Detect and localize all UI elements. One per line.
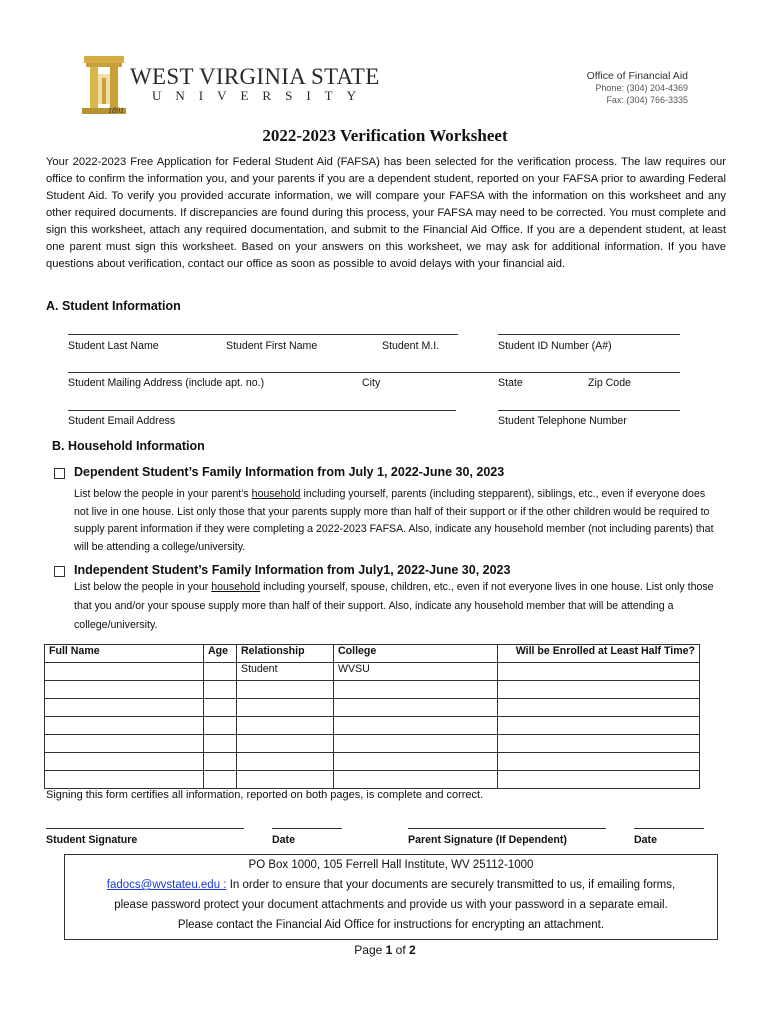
table-cell[interactable] [498, 681, 700, 699]
table-cell[interactable] [237, 681, 334, 699]
certification-statement: Signing this form certifies all information, reported on both pages, is complete and correct. [46, 789, 484, 801]
first-name-label: Student First Name [226, 340, 318, 352]
cell-full-name[interactable] [45, 663, 204, 681]
independent-text-b: including yourself, spouse, children, etc., even if not everyone lives in one house. List only those that you and/or your spouse supply more than half of their support. Also, indicate any household member that will be attending a college/university. [74, 581, 714, 631]
table-row [45, 735, 700, 753]
student-signature-label: Student Signature [46, 834, 138, 846]
table-cell[interactable] [498, 735, 700, 753]
cell-half-time[interactable] [498, 663, 700, 681]
mi-label: Student M.I. [382, 340, 440, 352]
founding-year: 1891 [108, 106, 124, 115]
page-total: 2 [409, 943, 416, 957]
page-title: 2022-2023 Verification Worksheet [262, 126, 508, 145]
encryption-instructions: Please contact the Financial Aid Office for instructions for encrypting an attachment. [177, 919, 605, 931]
header-relationship: Relationship [237, 645, 334, 663]
table-row [45, 681, 700, 699]
table-cell[interactable] [204, 681, 237, 699]
table-cell[interactable] [237, 753, 334, 771]
dependent-text-b: including yourself, parents (including stepparent), siblings, etc., even if everyone does not live in one house. List only those that your parents supply more than half of their support or if the other children would be required to supply parent information if they were completing a 2022-2023 FAFSA. Also, indicate any household member (not including parents) that will be attending a college/university. [74, 488, 714, 553]
table-cell[interactable] [204, 753, 237, 771]
cell-age[interactable] [204, 663, 237, 681]
independent-checkbox[interactable] [54, 566, 65, 577]
table-cell[interactable] [45, 735, 204, 753]
table-cell[interactable] [45, 681, 204, 699]
table-cell[interactable] [204, 771, 237, 789]
table-cell[interactable] [498, 753, 700, 771]
student-date-label: Date [272, 834, 295, 846]
parent-signature-line[interactable] [408, 828, 606, 829]
dependent-checkbox[interactable] [54, 468, 65, 479]
mailing-address-label: Student Mailing Address (include apt. no.) [68, 377, 265, 389]
office-contact-block [587, 70, 688, 106]
state-label: State [498, 377, 523, 389]
table-cell[interactable] [237, 699, 334, 717]
table-row [45, 753, 700, 771]
table-cell[interactable] [334, 771, 498, 789]
student-id-label: Student ID Number (A#) [498, 340, 612, 352]
office-phone: Phone: (304) 204-4369 [595, 83, 688, 93]
password-instructions: please password protect your document attachments and provide us with your password in a separate email. [114, 899, 668, 911]
student-date-line[interactable] [272, 828, 342, 829]
cell-relationship[interactable]: Student [237, 663, 334, 681]
office-title: Office of Financial Aid [586, 70, 688, 82]
parent-date-line[interactable] [634, 828, 704, 829]
header-half-time: Will be Enrolled at Least Half Time? [498, 645, 700, 663]
page-of: of [392, 943, 410, 957]
table-row [45, 699, 700, 717]
parent-date-label: Date [634, 834, 657, 846]
dependent-instructions [74, 486, 720, 556]
dependent-text-a: List below the people in your parent’s [74, 488, 252, 500]
contact-box [64, 854, 718, 940]
email-field-line[interactable] [68, 410, 456, 411]
table-cell[interactable] [237, 771, 334, 789]
student-signature-line[interactable] [46, 828, 244, 829]
independent-heading: Independent Student’s Family Information from July1, 2022-June 30, 2023 [74, 563, 511, 577]
independent-text-a: List below the people in your [74, 581, 212, 593]
address-field-line[interactable] [68, 372, 680, 373]
dependent-heading: Dependent Student’s Family Information from July 1, 2022-June 30, 2023 [74, 465, 505, 479]
cell-college[interactable]: WVSU [334, 663, 498, 681]
email-label: Student Email Address [68, 415, 176, 427]
page-prefix: Page [354, 943, 386, 957]
table-cell[interactable] [45, 771, 204, 789]
independent-instructions [74, 578, 720, 635]
table-cell[interactable] [334, 717, 498, 735]
table-cell[interactable] [498, 717, 700, 735]
section-a-title: A. Student Information [46, 299, 181, 313]
table-cell[interactable] [334, 753, 498, 771]
table-cell[interactable] [498, 771, 700, 789]
table-row [45, 771, 700, 789]
header-full-name: Full Name [45, 645, 204, 663]
table-cell[interactable] [237, 717, 334, 735]
table-cell[interactable] [237, 735, 334, 753]
table-cell[interactable] [204, 717, 237, 735]
table-cell[interactable] [334, 699, 498, 717]
header-age: Age [204, 645, 237, 663]
household-table [44, 644, 700, 789]
mailing-address: PO Box 1000, 105 Ferrell Hall Institute, WV 25112-1000 [248, 859, 534, 871]
table-row [45, 663, 700, 681]
name-field-line[interactable] [68, 334, 458, 335]
telephone-field-line[interactable] [498, 410, 680, 411]
header-college: College [334, 645, 498, 663]
independent-household-underline: household [211, 581, 261, 593]
table-cell[interactable] [204, 699, 237, 717]
table-cell[interactable] [498, 699, 700, 717]
dependent-household-underline: household [251, 488, 301, 500]
page-current: 1 [385, 943, 393, 957]
university-name-line1: WEST VIRGINIA STATE [130, 64, 380, 89]
section-b-title: B. Household Information [52, 439, 205, 453]
table-cell[interactable] [204, 735, 237, 753]
city-label: City [362, 377, 381, 389]
table-cell[interactable] [334, 735, 498, 753]
university-name-line2: UNIVERSITY [152, 88, 370, 103]
fadocs-email-link[interactable]: fadocs@wvstateu.edu : [106, 879, 227, 891]
table-cell[interactable] [45, 699, 204, 717]
page-number [0, 943, 770, 957]
table-row [45, 717, 700, 735]
table-cell[interactable] [45, 717, 204, 735]
office-fax: Fax: (304) 766-3335 [606, 95, 688, 105]
parent-signature-label: Parent Signature (If Dependent) [408, 834, 567, 846]
table-cell[interactable] [334, 681, 498, 699]
student-id-field-line[interactable] [498, 334, 680, 335]
last-name-label: Student Last Name [68, 340, 159, 352]
zip-label: Zip Code [588, 377, 631, 389]
table-header-row [45, 645, 700, 663]
email-instructions [65, 875, 717, 895]
table-cell[interactable] [45, 753, 204, 771]
intro-paragraph: Your 2022-2023 Free Application for Federal Student Aid (FAFSA) has been selected for the verification process. The law requires our office to confirm the information you, and your parents if you are a dependent student, reported on your FAFSA prior to awarding Federal Student Aid. To verify you provided accurate information, we will compare your FAFSA with the information on this worksheet and any other required documents. If discrepancies are found during this process, your FAFSA may need to be corrected. You must complete and sign this worksheet, attach any required documentation, and submit to the Financial Aid Office. If you are a dependent student, at least one parent must sign this worksheet. Based on your answers on this worksheet, we may ask for additional information. If you have questions about verification, contact our office as soon as possible to avoid delays with your financial aid. [46, 156, 726, 270]
email-instructions-text: In order to ensure that your documents are securely transmitted to us, if emailing forms, [226, 879, 676, 891]
telephone-label: Student Telephone Number [498, 415, 627, 427]
